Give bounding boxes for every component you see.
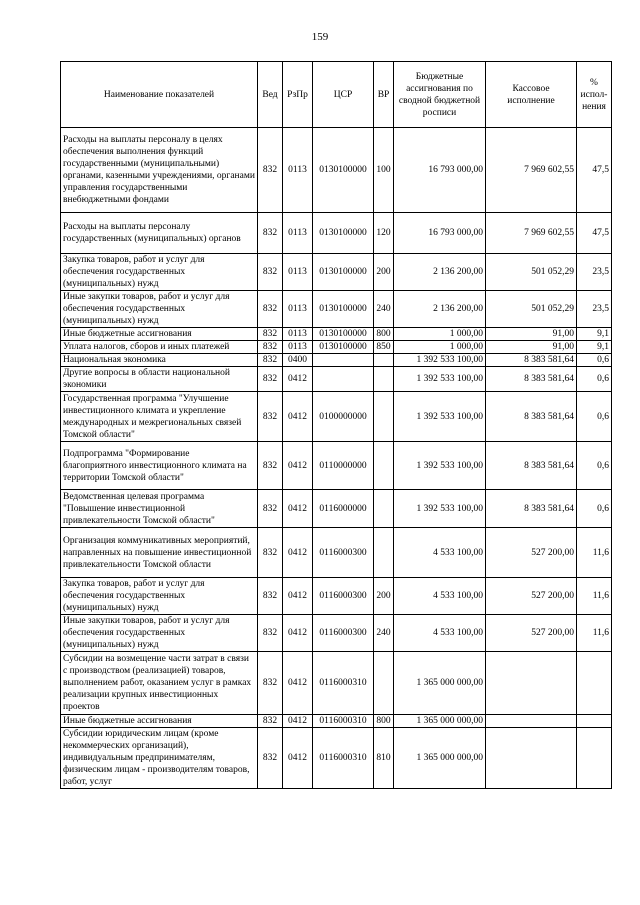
cell-csr <box>313 367 374 392</box>
budget-table <box>60 61 612 789</box>
cell-ved: 832 <box>258 728 283 789</box>
cell-name: Закупка товаров, работ и услуг для обеспечения государственных (муниципальных) нужд <box>61 578 258 615</box>
cell-csr: 0116000300 <box>313 528 374 578</box>
cell-vr <box>374 652 394 715</box>
cell-ved: 832 <box>258 652 283 715</box>
table-header-row <box>61 62 612 128</box>
table-row <box>61 213 612 254</box>
cell-rzpr: 0113 <box>283 291 313 328</box>
cell-ved: 832 <box>258 254 283 291</box>
cell-percent <box>577 715 612 728</box>
table-row <box>61 392 612 442</box>
cell-percent: 0,6 <box>577 367 612 392</box>
cell-rzpr: 0412 <box>283 392 313 442</box>
cell-cash: 527 200,00 <box>486 528 577 578</box>
cell-name: Расходы на выплаты персоналу государственных (муниципальных) органов <box>61 213 258 254</box>
cell-csr: 0116000310 <box>313 715 374 728</box>
table-row <box>61 367 612 392</box>
cell-csr: 0130100000 <box>313 213 374 254</box>
cell-vr: 100 <box>374 128 394 213</box>
cell-name: Иные бюджетные ассигнования <box>61 328 258 341</box>
cell-percent: 47,5 <box>577 213 612 254</box>
cell-percent: 47,5 <box>577 128 612 213</box>
table-row <box>61 615 612 652</box>
cell-rzpr: 0113 <box>283 128 313 213</box>
cell-name: Другие вопросы в области национальной экономики <box>61 367 258 392</box>
cell-rzpr: 0412 <box>283 652 313 715</box>
cell-name: Закупка товаров, работ и услуг для обеспечения государственных (муниципальных) нужд <box>61 254 258 291</box>
cell-csr: 0130100000 <box>313 128 374 213</box>
table-row <box>61 715 612 728</box>
cell-budget: 2 136 200,00 <box>394 291 486 328</box>
cell-rzpr: 0412 <box>283 528 313 578</box>
cell-cash: 7 969 602,55 <box>486 128 577 213</box>
cell-rzpr: 0412 <box>283 728 313 789</box>
cell-cash: 7 969 602,55 <box>486 213 577 254</box>
table-row <box>61 291 612 328</box>
cell-name: Уплата налогов, сборов и иных платежей <box>61 341 258 354</box>
cell-rzpr: 0113 <box>283 254 313 291</box>
page-number: 159 <box>311 31 329 43</box>
cell-rzpr: 0412 <box>283 442 313 490</box>
cell-percent: 0,6 <box>577 442 612 490</box>
cell-vr: 810 <box>374 728 394 789</box>
cell-name: Государственная программа "Улучшение инвестиционного климата и укрепление международных и межрегиональных связей Томской области" <box>61 392 258 442</box>
cell-name: Субсидии юридическим лицам (кроме некоммерческих организаций), индивидуальным предпринимателям, физическим лицам - производителям товаров, работ, услуг <box>61 728 258 789</box>
cell-budget: 1 000,00 <box>394 341 486 354</box>
cell-ved: 832 <box>258 715 283 728</box>
table-row <box>61 528 612 578</box>
cell-ved: 832 <box>258 392 283 442</box>
cell-csr: 0116000310 <box>313 652 374 715</box>
cell-vr <box>374 392 394 442</box>
cell-budget: 1 000,00 <box>394 328 486 341</box>
cell-rzpr: 0412 <box>283 615 313 652</box>
cell-csr: 0130100000 <box>313 341 374 354</box>
cell-percent: 9,1 <box>577 341 612 354</box>
cell-name: Иные закупки товаров, работ и услуг для обеспечения государственных (муниципальных) нужд <box>61 291 258 328</box>
cell-budget: 4 533 100,00 <box>394 578 486 615</box>
cell-cash: 501 052,29 <box>486 254 577 291</box>
cell-budget: 1 392 533 100,00 <box>394 354 486 367</box>
cell-vr: 800 <box>374 715 394 728</box>
cell-budget: 1 392 533 100,00 <box>394 490 486 528</box>
cell-csr: 0116000000 <box>313 490 374 528</box>
header-vr: ВР <box>374 62 394 128</box>
cell-rzpr: 0113 <box>283 328 313 341</box>
cell-cash: 501 052,29 <box>486 291 577 328</box>
cell-budget: 4 533 100,00 <box>394 528 486 578</box>
cell-cash: 8 383 581,64 <box>486 354 577 367</box>
cell-ved: 832 <box>258 328 283 341</box>
table-row <box>61 254 612 291</box>
header-budget: Бюджетные ассигнования по сводной бюджетной росписи <box>394 62 486 128</box>
cell-name: Расходы на выплаты персоналу в целях обеспечения выполнения функций государственными (муниципальными) органами, казенными учреждениями, органами управления государственными внебюджетными фондами <box>61 128 258 213</box>
cell-vr: 800 <box>374 328 394 341</box>
cell-ved: 832 <box>258 291 283 328</box>
cell-name: Национальная экономика <box>61 354 258 367</box>
cell-vr <box>374 442 394 490</box>
cell-vr: 850 <box>374 341 394 354</box>
cell-percent <box>577 728 612 789</box>
cell-rzpr: 0412 <box>283 490 313 528</box>
table-row <box>61 128 612 213</box>
table-row <box>61 578 612 615</box>
cell-percent <box>577 652 612 715</box>
cell-ved: 832 <box>258 341 283 354</box>
cell-csr: 0130100000 <box>313 254 374 291</box>
table-row <box>61 442 612 490</box>
cell-budget: 1 392 533 100,00 <box>394 392 486 442</box>
cell-csr <box>313 354 374 367</box>
cell-percent: 11,6 <box>577 528 612 578</box>
cell-percent: 0,6 <box>577 354 612 367</box>
table-row <box>61 341 612 354</box>
cell-rzpr: 0113 <box>283 341 313 354</box>
cell-vr: 240 <box>374 615 394 652</box>
cell-percent: 9,1 <box>577 328 612 341</box>
cell-rzpr: 0113 <box>283 213 313 254</box>
cell-csr: 0116000300 <box>313 578 374 615</box>
cell-name: Подпрограмма "Формирование благоприятного инвестиционного климата на территории Томской области" <box>61 442 258 490</box>
cell-cash: 8 383 581,64 <box>486 442 577 490</box>
cell-percent: 0,6 <box>577 490 612 528</box>
cell-cash: 8 383 581,64 <box>486 367 577 392</box>
header-ved: Вед <box>258 62 283 128</box>
cell-ved: 832 <box>258 578 283 615</box>
cell-ved: 832 <box>258 490 283 528</box>
cell-vr: 200 <box>374 578 394 615</box>
cell-vr: 200 <box>374 254 394 291</box>
table-row <box>61 728 612 789</box>
cell-percent: 11,6 <box>577 578 612 615</box>
cell-ved: 832 <box>258 367 283 392</box>
cell-ved: 832 <box>258 128 283 213</box>
cell-budget: 1 365 000 000,00 <box>394 652 486 715</box>
table-row <box>61 652 612 715</box>
cell-percent: 23,5 <box>577 254 612 291</box>
cell-percent: 11,6 <box>577 615 612 652</box>
header-cash: Кассовое исполнение <box>486 62 577 128</box>
cell-cash: 91,00 <box>486 328 577 341</box>
table-row <box>61 490 612 528</box>
table-body <box>61 128 612 789</box>
cell-budget: 1 392 533 100,00 <box>394 367 486 392</box>
cell-csr: 0110000000 <box>313 442 374 490</box>
cell-cash: 527 200,00 <box>486 615 577 652</box>
cell-name: Иные бюджетные ассигнования <box>61 715 258 728</box>
cell-budget: 2 136 200,00 <box>394 254 486 291</box>
cell-vr <box>374 354 394 367</box>
cell-csr: 0116000300 <box>313 615 374 652</box>
table-row <box>61 328 612 341</box>
cell-rzpr: 0412 <box>283 367 313 392</box>
cell-rzpr: 0400 <box>283 354 313 367</box>
cell-vr <box>374 367 394 392</box>
table-row <box>61 354 612 367</box>
cell-ved: 832 <box>258 615 283 652</box>
cell-percent: 23,5 <box>577 291 612 328</box>
cell-ved: 832 <box>258 442 283 490</box>
cell-name: Ведомственная целевая программа "Повышение инвестиционной привлекательности Томской области" <box>61 490 258 528</box>
header-percent: % испол-нения <box>577 62 612 128</box>
cell-cash: 8 383 581,64 <box>486 490 577 528</box>
cell-csr: 0116000310 <box>313 728 374 789</box>
header-csr: ЦСР <box>313 62 374 128</box>
cell-cash <box>486 652 577 715</box>
cell-ved: 832 <box>258 213 283 254</box>
cell-cash: 8 383 581,64 <box>486 392 577 442</box>
cell-cash <box>486 728 577 789</box>
cell-cash: 527 200,00 <box>486 578 577 615</box>
cell-ved: 832 <box>258 528 283 578</box>
cell-cash <box>486 715 577 728</box>
cell-vr: 120 <box>374 213 394 254</box>
cell-budget: 1 392 533 100,00 <box>394 442 486 490</box>
cell-csr: 0130100000 <box>313 291 374 328</box>
cell-rzpr: 0412 <box>283 578 313 615</box>
cell-vr: 240 <box>374 291 394 328</box>
header-name: Наименование показателей <box>61 62 258 128</box>
cell-budget: 4 533 100,00 <box>394 615 486 652</box>
cell-ved: 832 <box>258 354 283 367</box>
cell-name: Субсидии на возмещение части затрат в связи с производством (реализацией) товаров, выполнением работ, оказанием услуг в рамках реализации крупных инвестиционных проектов <box>61 652 258 715</box>
cell-name: Иные закупки товаров, работ и услуг для обеспечения государственных (муниципальных) нужд <box>61 615 258 652</box>
cell-budget: 1 365 000 000,00 <box>394 728 486 789</box>
cell-csr: 0100000000 <box>313 392 374 442</box>
cell-name: Организация коммуникативных мероприятий, направленных на повышение инвестиционной привлекательности Томской области <box>61 528 258 578</box>
cell-budget: 16 793 000,00 <box>394 213 486 254</box>
header-rzpr: РзПр <box>283 62 313 128</box>
cell-csr: 0130100000 <box>313 328 374 341</box>
cell-vr <box>374 490 394 528</box>
cell-percent: 0,6 <box>577 392 612 442</box>
cell-rzpr: 0412 <box>283 715 313 728</box>
cell-cash: 91,00 <box>486 341 577 354</box>
cell-budget: 16 793 000,00 <box>394 128 486 213</box>
cell-budget: 1 365 000 000,00 <box>394 715 486 728</box>
cell-vr <box>374 528 394 578</box>
